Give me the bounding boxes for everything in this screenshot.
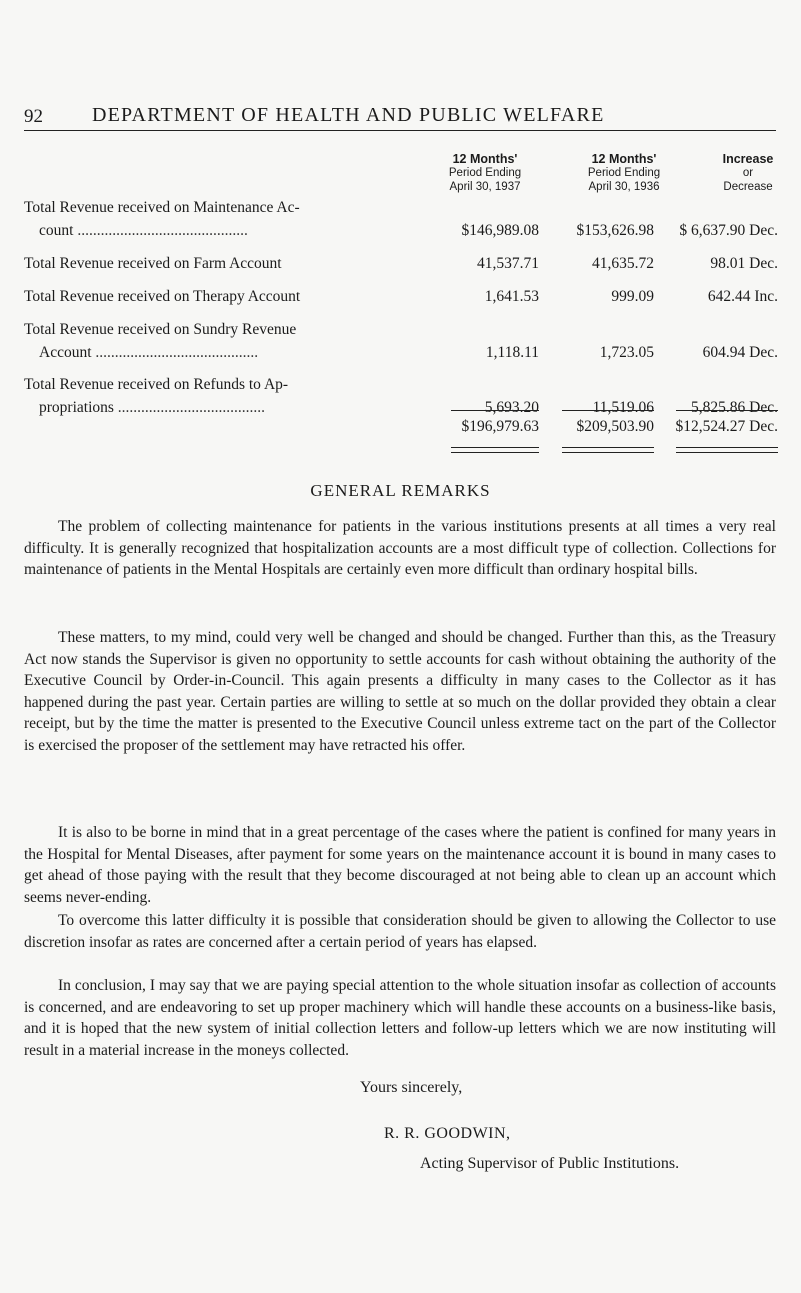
column-header-1937: [420, 152, 550, 194]
value-1936: 41,635.72: [592, 255, 654, 272]
value-1937: 1,118.11: [485, 344, 539, 361]
value-change: $ 6,637.90 Dec.: [679, 222, 778, 239]
sum-rule-1936: [562, 410, 654, 411]
signer-name: R. R. GOODWIN,: [384, 1125, 511, 1142]
row-label: Total Revenue received on Farm Account: [24, 255, 282, 272]
total-double-rule-change: [676, 447, 778, 453]
value-change: 98.01 Dec.: [710, 255, 778, 272]
row-label: Total Revenue received on Refunds to Ap-: [24, 376, 289, 393]
remarks-paragraph: It is also to be borne in mind that in a great percentage of the cases where the patient is confined for many years in the Hospital for Mental Diseases, after payment for some years on the maintenance account it is bound in many cases to get ahead of those paying with the result that they become discouraged at not being able to clean up an account which seems never-ending.: [24, 824, 776, 906]
page-number: 92: [24, 106, 43, 127]
value-1937: 5,693.20: [484, 399, 539, 416]
total-double-rule-1936: [562, 447, 654, 453]
row-label-continued: propriations ......................................: [39, 399, 266, 416]
column-header-line: April 30, 1936: [588, 181, 660, 193]
column-header-change: [688, 152, 801, 194]
row-label-continued: count ............................................: [39, 222, 248, 239]
remarks-paragraph: In conclusion, I may say that we are paying special attention to the whole situation insofar as collection of accounts is concerned, and are endeavoring to set up proper machinery which will handle these accounts on a business-like basis, and it is hoped that the new system of initial collection letters and follow-up letters which we are now instituting will result in a material increase in the moneys collected.: [24, 977, 776, 1059]
row-label-continued: Account ..........................................: [39, 344, 259, 361]
signer-title: Acting Supervisor of Public Institutions.: [420, 1155, 680, 1172]
remarks-paragraph: These matters, to my mind, could very well be changed and should be changed. Further than this, as the Treasury Act now stands the Supervisor is given no opportunity to settle accounts for cash without obtaining the authority of the Executive Council by Order-in-Council. This again presents a difficulty in many cases to the Collector as it has happened during the past year. Certain parties are willing to settle at so much on the dollar provided they obtain a clear receipt, but by the time the matter is presented to the Executive Council unless extreme tact on the part of the Collector is exercised the proposer of the settlement may have retracted his offer.: [24, 629, 776, 754]
value-1937: 1,641.53: [484, 288, 539, 305]
sum-rule-1937: [451, 410, 539, 411]
value-1936: $153,626.98: [576, 222, 654, 239]
column-header-line: 12 Months': [591, 152, 657, 166]
section-title: GENERAL REMARKS: [310, 481, 491, 500]
total-double-rule-1937: [451, 447, 539, 453]
column-header-line: 12 Months': [452, 152, 518, 166]
column-header-line: Increase: [722, 152, 774, 166]
total-1936: $209,503.90: [576, 418, 654, 435]
remarks-paragraph: To overcome this latter difficulty it is possible that consideration should be given to allowing the Collector to use discretion insofar as rates are concerned after a certain period of years has elapsed.: [24, 912, 776, 951]
total-change: $12,524.27 Dec.: [675, 418, 778, 435]
value-change: 642.44 Inc.: [707, 288, 778, 305]
column-header-line: or: [742, 167, 754, 179]
row-label: Total Revenue received on Therapy Account: [24, 288, 301, 305]
column-header-line: April 30, 1937: [449, 181, 521, 193]
row-label: Total Revenue received on Sundry Revenue: [24, 321, 297, 338]
running-head: DEPARTMENT OF HEALTH AND PUBLIC WELFARE: [92, 104, 605, 126]
sum-rule-change: [676, 410, 778, 411]
column-header-line: Period Ending: [587, 167, 661, 179]
column-header-line: Decrease: [723, 181, 773, 193]
closing: Yours sincerely,: [360, 1079, 463, 1096]
value-1936: 11,519.06: [592, 399, 654, 416]
value-change: 604.94 Dec.: [702, 344, 778, 361]
column-header-line: Period Ending: [448, 167, 522, 179]
value-1937: $146,989.08: [461, 222, 539, 239]
value-1936: 999.09: [611, 288, 654, 305]
row-label: Total Revenue received on Maintenance Ac-: [24, 199, 300, 216]
column-header-1936: [559, 152, 689, 194]
value-change: 5,825.86 Dec.: [691, 399, 778, 416]
value-1937: 41,537.71: [477, 255, 539, 272]
header-rule: [24, 130, 776, 131]
value-1936: 1,723.05: [599, 344, 654, 361]
remarks-paragraph: The problem of collecting maintenance for patients in the various institutions presents at all times a very real difficulty. It is generally recognized that hospitalization accounts are a most difficult type of collection. Collections for maintenance of patients in the Mental Hospitals are certainly even more difficult than ordinary hospital bills.: [24, 518, 776, 579]
total-1937: $196,979.63: [461, 418, 539, 435]
